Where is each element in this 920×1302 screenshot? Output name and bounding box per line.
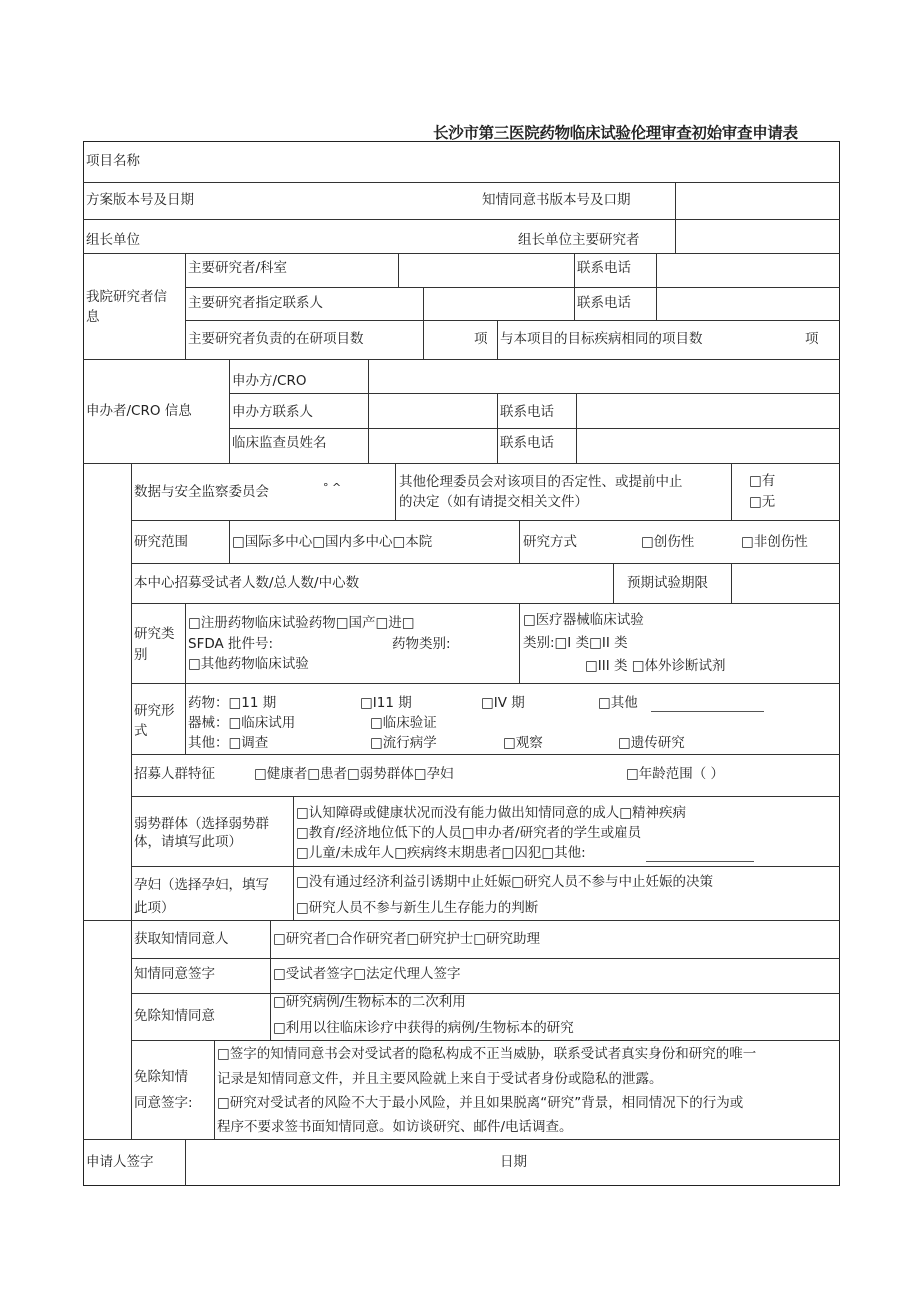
- lead-pi-label: 组长单位主要研究者: [518, 232, 640, 248]
- sponsor-contact-label: 申办方联系人: [232, 404, 313, 420]
- consent-waiver-label: 免除知情同意: [134, 1008, 215, 1024]
- device-class-options[interactable]: 类别:□I 类□II 类: [523, 635, 628, 651]
- investigator-group-label: 我院研究者信: [86, 289, 167, 305]
- sponsor-contact-phone-label: 联系电话: [500, 404, 554, 420]
- form-drug-phase2[interactable]: 药物：□11 期: [188, 695, 277, 711]
- method-invasive-checkbox[interactable]: □创伤性: [641, 534, 695, 550]
- sign-waiver-label-cont: 同意签字:: [134, 1095, 193, 1111]
- drug-type-label: 药物类别:: [392, 636, 451, 652]
- pregnant-options-2[interactable]: □研究人员不参与新生儿生存能力的判断: [296, 900, 539, 916]
- consent-sign-label: 知情同意签字: [134, 966, 215, 982]
- form-title: 长沙市第三医院药物临床试验伦理审查初始审查申请表: [433, 124, 798, 142]
- vulnerable-options-1[interactable]: □认知障碍或健康状况而没有能力做出知情同意的成人□精神疾病: [296, 805, 687, 821]
- other-irb-label: 其他伦理委员会对该项目的否定性、或提前中止: [399, 474, 683, 490]
- investigator-group-label-cont: 息: [86, 309, 100, 325]
- form-drug-phase4[interactable]: □IV 期: [481, 695, 525, 711]
- other-drug-trial-checkbox[interactable]: □其他药物临床试验: [188, 656, 309, 672]
- form-drug-other[interactable]: □其他: [598, 695, 638, 711]
- drug-trial-options[interactable]: □注册药物临床试验药物□国产□进□: [188, 615, 415, 631]
- contact-phone-label: 联系电话: [577, 295, 631, 311]
- designated-contact-label: 主要研究者指定联系人: [188, 295, 323, 311]
- population-label: 招募人群特征: [134, 766, 215, 782]
- form-drug-phase3[interactable]: □I11 期: [360, 695, 412, 711]
- category-label-cont: 别: [134, 647, 148, 663]
- protocol-version-label: 方案版本号及日期: [86, 192, 194, 208]
- pi-dept-label: 主要研究者/科室: [188, 260, 288, 276]
- device-trial-checkbox[interactable]: □医疗器械临床试验: [523, 612, 644, 628]
- vulnerable-label-cont: 体，请填写此项）: [134, 834, 242, 850]
- applicant-signature-label: 申请人签字: [86, 1154, 154, 1170]
- age-range-checkbox[interactable]: □年龄范围（ ）: [626, 766, 725, 782]
- dsmb-mark: ° ^: [323, 481, 342, 494]
- monitor-name-label: 临床监查员姓名: [232, 435, 327, 451]
- other-irb-yes-checkbox[interactable]: □有: [749, 473, 776, 489]
- device-class3-ivd-options[interactable]: □III 类 □体外诊断试剂: [585, 658, 726, 674]
- dsmb-label: 数据与安全监察委员会: [134, 484, 269, 500]
- pregnant-options-1[interactable]: □没有通过经济利益引诱期中止妊娠□研究人员不参与中止妊娠的决策: [296, 874, 714, 890]
- category-label: 研究类: [134, 626, 175, 642]
- pregnant-label: 孕妇（选择孕妇，填写: [134, 877, 269, 893]
- waiver-prior-specimens-checkbox[interactable]: □利用以往临床诊疗中获得的病例/生物标本的研究: [273, 1020, 574, 1036]
- sign-waiver-minimal-risk-checkbox[interactable]: □研究对受试者的风险不大于最小风险，并且如果脱离“研究”背景，相同情况下的行为或: [217, 1095, 744, 1111]
- sign-waiver-privacy-cont: 记录是知情同意文件，并且主要风险就上来自于受试者身份或隐私的泄露。: [217, 1071, 663, 1087]
- sign-waiver-label: 免除知情: [134, 1069, 188, 1085]
- form-observation[interactable]: □观察: [503, 735, 543, 751]
- pi-phone-label: 联系电话: [577, 260, 631, 276]
- sign-waiver-privacy-checkbox[interactable]: □签字的知情同意书会对受试者的隐私构成不正当威胁，联系受试者真实身份和研究的唯一: [217, 1046, 757, 1062]
- consent-obtainer-options[interactable]: □研究者□合作研究者□研究护士□研究助理: [273, 931, 541, 947]
- ongoing-projects-unit: 项: [474, 331, 488, 347]
- scope-label: 研究范围: [134, 534, 188, 550]
- pregnant-label-cont: 此项）: [134, 900, 175, 916]
- monitor-phone-label: 联系电话: [500, 435, 554, 451]
- sponsor-group-label: 申办者/CRO 信息: [86, 403, 192, 419]
- sfda-approval-label: SFDA 批件号:: [188, 636, 274, 652]
- population-options[interactable]: □健康者□患者□弱势群体□孕妇: [254, 766, 454, 782]
- vulnerable-options-3[interactable]: □儿童/未成年人□疾病终末期患者□囚犯□其他:: [296, 845, 586, 861]
- form-device-verify[interactable]: □临床验证: [370, 715, 437, 731]
- other-irb-no-checkbox[interactable]: □无: [749, 494, 776, 510]
- waiver-secondary-use-checkbox[interactable]: □研究病例/生物标本的二次利用: [273, 994, 466, 1010]
- study-form-label: 研究形: [134, 703, 175, 719]
- same-disease-projects-unit: 项: [805, 331, 819, 347]
- method-label: 研究方式: [523, 534, 577, 550]
- date-label: 日期: [500, 1154, 527, 1170]
- vulnerable-label: 弱势群体（选择弱势群: [134, 816, 269, 832]
- vulnerable-options-2[interactable]: □教育/经济地位低下的人员□申办者/研究者的学生或雇员: [296, 825, 642, 841]
- form-other-survey[interactable]: 其他：□调查: [188, 735, 269, 751]
- duration-label: 预期试验期限: [627, 575, 708, 591]
- same-disease-projects-label: 与本项目的目标疾病相同的项目数: [500, 331, 703, 347]
- consent-obtainer-label: 获取知情同意人: [134, 931, 229, 947]
- ongoing-projects-label: 主要研究者负责的在研项目数: [188, 331, 364, 347]
- lead-unit-label: 组长单位: [86, 232, 140, 248]
- icf-version-label: 知情同意书版本号及口期: [482, 192, 631, 208]
- consent-sign-options[interactable]: □受试者签字□法定代理人签字: [273, 966, 461, 982]
- form-genetic[interactable]: □遗传研究: [618, 735, 685, 751]
- form-epidemiology[interactable]: □流行病学: [370, 735, 437, 751]
- method-noninvasive-checkbox[interactable]: □非创伤性: [741, 534, 808, 550]
- sign-waiver-minimal-risk-cont: 程序不要求签书面知情同意。如访谈研究、邮件/电话调查。: [217, 1119, 573, 1135]
- other-irb-label-cont: 的决定（如有请提交相关文件）: [399, 494, 588, 510]
- study-form-label-cont: 式: [134, 723, 148, 739]
- project-name-label: 项目名称: [86, 153, 140, 169]
- enrollment-label: 本中心招募受试者人数/总人数/中心数: [134, 575, 360, 591]
- sponsor-cro-label: 申办方/CRO: [232, 373, 307, 389]
- form-device-trial[interactable]: 器械：□临床试用: [188, 715, 296, 731]
- scope-options[interactable]: □国际多中心□国内多中心□本院: [232, 534, 433, 550]
